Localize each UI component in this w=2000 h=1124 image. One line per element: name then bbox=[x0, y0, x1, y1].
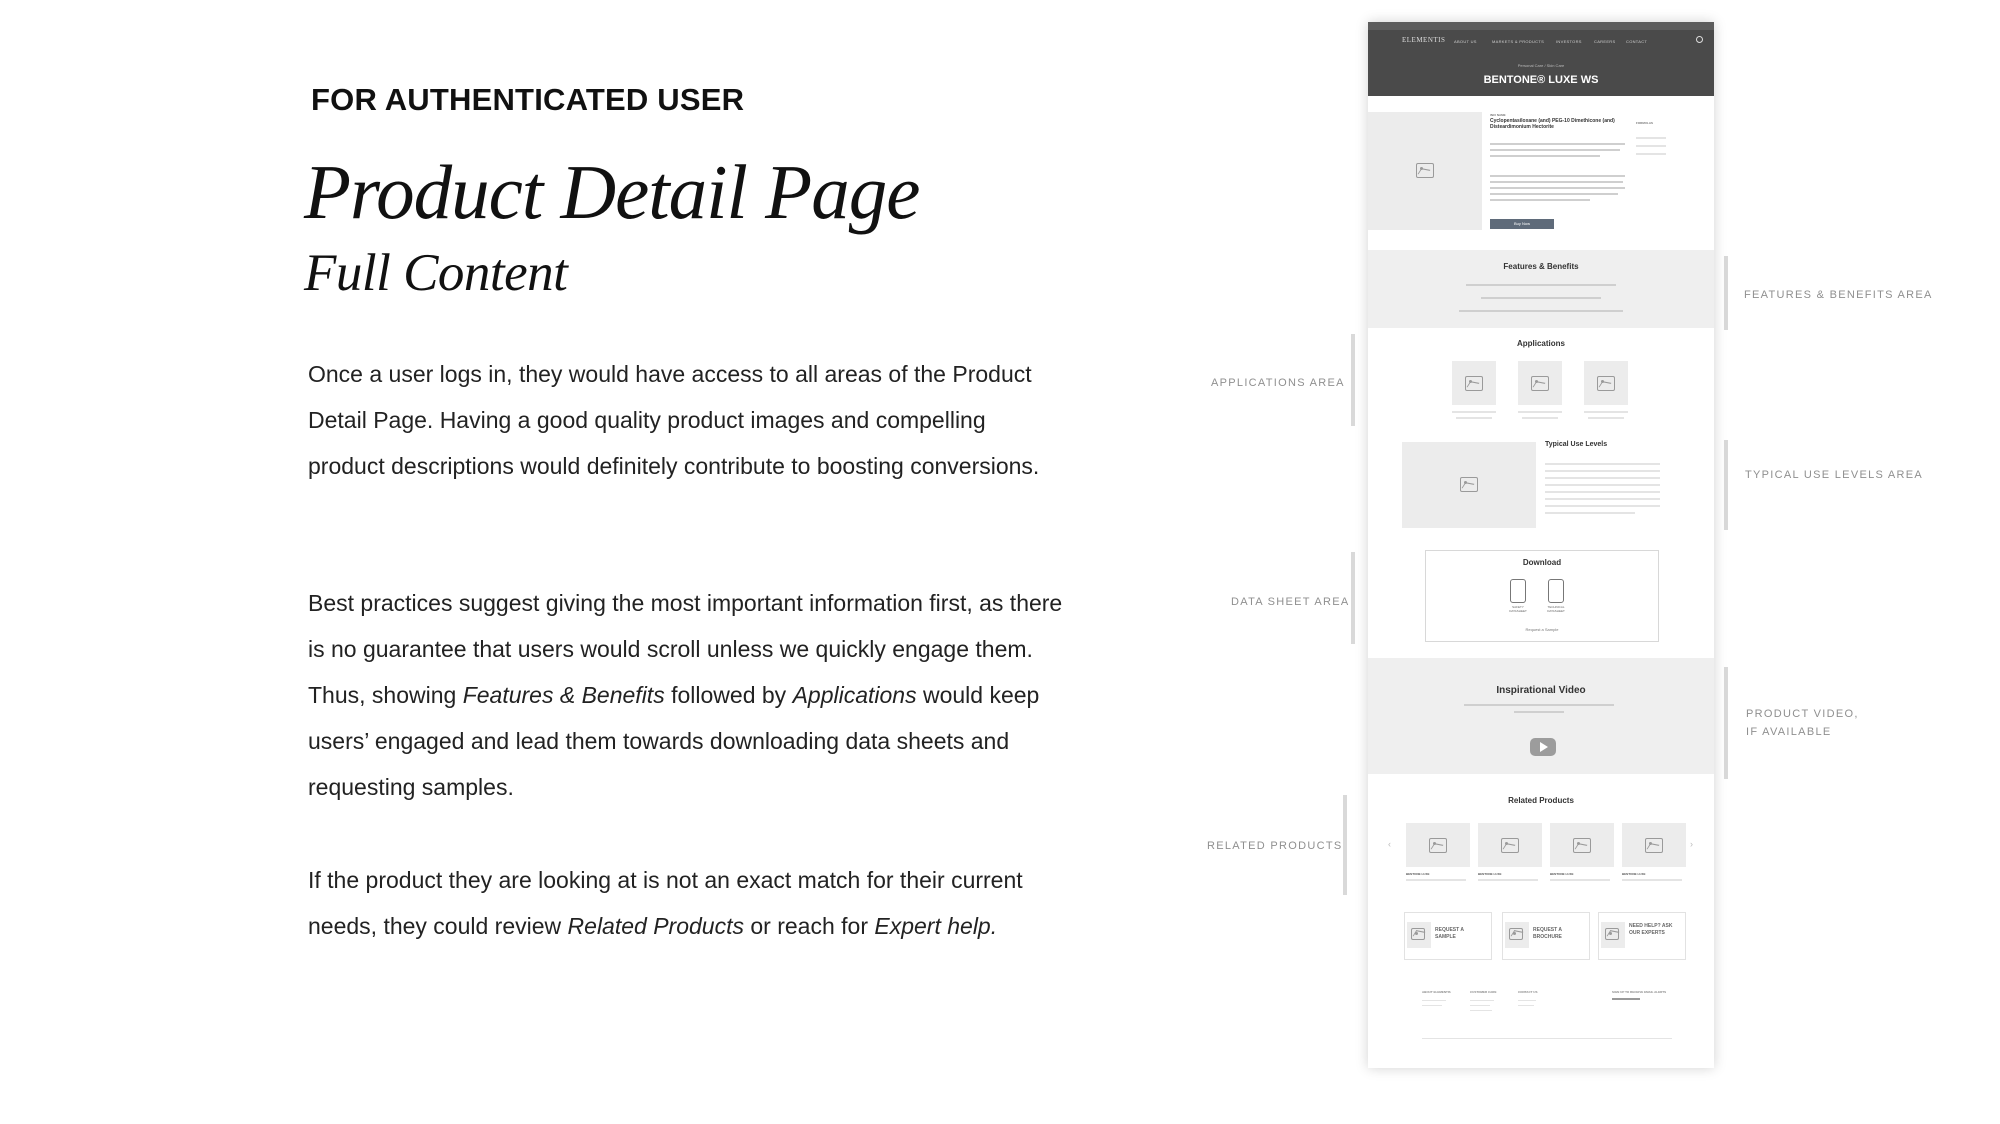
description-line bbox=[1490, 149, 1620, 151]
text-segment: Best practices suggest giving the most important information first, as there is no guarantee that users would scroll unless we quickly engage them. Thus, showing bbox=[308, 590, 1063, 708]
nav-item: INVESTORS bbox=[1556, 39, 1582, 44]
annotation-bracket bbox=[1351, 552, 1355, 644]
text-segment: or reach for bbox=[743, 913, 875, 939]
caption-line bbox=[1518, 411, 1562, 413]
image-icon bbox=[1460, 477, 1478, 492]
footer-link-line[interactable] bbox=[1470, 1010, 1492, 1011]
video-title: Inspirational Video bbox=[1496, 685, 1586, 696]
text-line bbox=[1545, 498, 1660, 500]
brand-logo: ELEMENTIS bbox=[1402, 36, 1446, 44]
image-icon bbox=[1531, 376, 1549, 391]
page-title: Product Detail Page bbox=[304, 149, 920, 235]
related-product-image[interactable] bbox=[1622, 823, 1686, 867]
image-icon bbox=[1597, 376, 1615, 391]
description-line bbox=[1490, 193, 1618, 195]
footer-link-line[interactable] bbox=[1518, 1000, 1536, 1001]
paragraph-related bbox=[308, 857, 1068, 949]
image-icon bbox=[1605, 928, 1619, 940]
text-segment: If the product they are looking at is not an exact match for their current needs, they could review bbox=[308, 867, 1023, 939]
image-icon bbox=[1573, 838, 1591, 853]
wireframe-header bbox=[1368, 22, 1714, 96]
annotation-line: PRODUCT VIDEO, bbox=[1746, 708, 1859, 720]
paragraph-intro: Once a user logs in, they would have access to all areas of the Product Detail Page. Having a good quality product images and compelling product descriptions would definitely contribute to boosting conversions. bbox=[308, 361, 1040, 479]
emphasis-applications: Applications bbox=[792, 682, 917, 708]
emphasis-related-products: Related Products bbox=[567, 913, 744, 939]
formula-line bbox=[1636, 137, 1666, 139]
nav-item: MARKETS & PRODUCTS bbox=[1492, 39, 1545, 44]
carousel-next-icon[interactable]: › bbox=[1690, 839, 1693, 849]
paragraph-best-practices bbox=[308, 580, 1068, 810]
nav-item: ABOUT US bbox=[1454, 39, 1477, 44]
annotation-typical-use: TYPICAL USE LEVELS AREA bbox=[1745, 469, 1924, 481]
annotation-related-products: RELATED PRODUCTS bbox=[1207, 840, 1343, 852]
description-line bbox=[1490, 143, 1625, 145]
features-benefits-section bbox=[1368, 250, 1714, 328]
image-icon bbox=[1411, 928, 1425, 940]
footer-column-title: SIGN UP TO RECEIVE EMAIL ALERTS bbox=[1612, 990, 1667, 994]
annotation-bracket bbox=[1724, 667, 1728, 779]
description-line bbox=[1490, 187, 1625, 189]
caption-line bbox=[1452, 411, 1496, 413]
play-button-icon[interactable] bbox=[1530, 738, 1556, 756]
annotation-bracket bbox=[1724, 440, 1728, 530]
typical-use-image bbox=[1402, 442, 1536, 528]
video-caption-line bbox=[1514, 711, 1564, 713]
text-segment: would keep users’ engaged and lead them towards downloading data sheets and requesting samples. bbox=[308, 682, 1040, 800]
related-caption-line bbox=[1406, 879, 1466, 881]
applications-title: Applications bbox=[1516, 339, 1565, 348]
document-download-icon[interactable] bbox=[1548, 579, 1564, 603]
description-line bbox=[1490, 181, 1623, 183]
footer-link-line[interactable] bbox=[1422, 1000, 1446, 1001]
related-products-title: Related Products bbox=[1508, 796, 1574, 805]
download-box bbox=[1425, 550, 1659, 642]
description-line bbox=[1490, 155, 1600, 157]
caption-line bbox=[1522, 417, 1558, 419]
related-product-image[interactable] bbox=[1550, 823, 1614, 867]
feature-line bbox=[1481, 297, 1601, 299]
footer-link-line[interactable] bbox=[1470, 1005, 1490, 1006]
video-caption-line bbox=[1464, 704, 1614, 706]
footer-link-line[interactable] bbox=[1518, 1005, 1534, 1006]
text-segment: followed by bbox=[664, 682, 793, 708]
tile-image bbox=[1505, 922, 1529, 948]
image-icon bbox=[1645, 838, 1663, 853]
annotation-product-video bbox=[1746, 705, 1859, 741]
annotation-applications: APPLICATIONS AREA bbox=[1211, 377, 1345, 389]
description-line bbox=[1490, 175, 1625, 177]
annotation-features-benefits: FEATURES & BENEFITS AREA bbox=[1744, 289, 1933, 301]
caption-line bbox=[1456, 417, 1492, 419]
text-line bbox=[1545, 505, 1660, 507]
feature-line bbox=[1466, 284, 1616, 286]
footer-link-line[interactable] bbox=[1470, 1000, 1494, 1001]
formulas-label: FORMULAS bbox=[1636, 121, 1653, 125]
related-product-image[interactable] bbox=[1478, 823, 1542, 867]
carousel-prev-icon[interactable]: ‹ bbox=[1388, 839, 1391, 849]
related-product-name: BENTONE LUXE bbox=[1550, 872, 1574, 876]
text-line bbox=[1545, 470, 1660, 472]
footer-column-title: CUSTOMER CARE bbox=[1470, 990, 1497, 994]
emphasis-features-benefits: Features & Benefits bbox=[462, 682, 665, 708]
annotation-bracket bbox=[1343, 795, 1347, 895]
application-image bbox=[1452, 361, 1496, 405]
download-label: SAFETY DATASHEET bbox=[1509, 605, 1527, 613]
text-line bbox=[1545, 463, 1660, 465]
text-line bbox=[1545, 484, 1660, 486]
related-product-name: BENTONE LUXE bbox=[1622, 872, 1646, 876]
footer-column-title: ABOUT ELEMENTIS bbox=[1422, 990, 1451, 994]
annotation-bracket bbox=[1724, 256, 1728, 330]
request-sample-link[interactable]: Request a Sample bbox=[1525, 627, 1559, 632]
typical-use-title: Typical Use Levels bbox=[1545, 441, 1608, 448]
text-line bbox=[1545, 491, 1660, 493]
text-line bbox=[1545, 477, 1660, 479]
social-icons[interactable] bbox=[1612, 998, 1640, 1000]
related-product-image[interactable] bbox=[1406, 823, 1470, 867]
image-icon bbox=[1509, 928, 1523, 940]
feature-line bbox=[1459, 310, 1623, 312]
related-caption-line bbox=[1550, 879, 1610, 881]
eyebrow-heading: FOR AUTHENTICATED USER bbox=[311, 82, 745, 117]
emphasis-expert-help: Expert help. bbox=[874, 913, 998, 939]
text-line bbox=[1545, 512, 1635, 514]
buy-now-button[interactable]: Buy Now bbox=[1490, 219, 1554, 229]
annotation-data-sheet: DATA SHEET AREA bbox=[1231, 596, 1350, 608]
application-image bbox=[1584, 361, 1628, 405]
download-title: Download bbox=[1522, 558, 1562, 567]
caption-line bbox=[1584, 411, 1628, 413]
wireframe-mockup bbox=[1368, 22, 1714, 1068]
image-icon bbox=[1429, 838, 1447, 853]
product-name: BENTONE® LUXE WS bbox=[1483, 74, 1599, 86]
cta-label: NEED HELP? ASK OUR EXPERTS bbox=[1629, 923, 1673, 936]
annotation-bracket bbox=[1351, 334, 1355, 426]
tile-image bbox=[1407, 922, 1431, 948]
tile-image bbox=[1601, 922, 1625, 948]
inci-label: INCI NAME bbox=[1490, 113, 1506, 117]
cta-label: REQUEST A BROCHURE bbox=[1533, 927, 1562, 940]
utility-bar bbox=[1368, 22, 1714, 30]
download-label: TECHNICAL DATASHEET bbox=[1547, 605, 1565, 613]
footer-legal-line bbox=[1422, 1038, 1672, 1039]
related-caption-line bbox=[1622, 879, 1682, 881]
description-line bbox=[1490, 199, 1590, 201]
document-download-icon[interactable] bbox=[1510, 579, 1526, 603]
application-image bbox=[1518, 361, 1562, 405]
image-icon bbox=[1416, 163, 1434, 178]
request-sample-tile[interactable] bbox=[1404, 912, 1492, 960]
nav-item: CAREERS bbox=[1594, 39, 1616, 44]
breadcrumb: Personal Care / Skin Care bbox=[1517, 63, 1565, 68]
ask-experts-tile[interactable] bbox=[1598, 912, 1686, 960]
video-section bbox=[1368, 658, 1714, 774]
image-icon bbox=[1465, 376, 1483, 391]
footer-link-line[interactable] bbox=[1422, 1005, 1442, 1006]
features-benefits-title: Features & Benefits bbox=[1503, 262, 1579, 271]
caption-line bbox=[1588, 417, 1624, 419]
search-icon bbox=[1696, 36, 1703, 43]
nav-item: CONTACT bbox=[1626, 39, 1648, 44]
formula-line bbox=[1636, 145, 1666, 147]
image-icon bbox=[1501, 838, 1519, 853]
footer-column-title: CONTACT US bbox=[1518, 990, 1538, 994]
related-product-name: BENTONE LUXE bbox=[1406, 872, 1430, 876]
inci-name: Cyclopentasiloxane (and) PEG-10 Dimethicone (and) Disteardimonium Hectorite bbox=[1490, 118, 1615, 130]
formula-line bbox=[1636, 153, 1666, 155]
annotation-line: IF AVAILABLE bbox=[1746, 726, 1832, 738]
product-image bbox=[1368, 112, 1482, 230]
cta-label: REQUEST A SAMPLE bbox=[1435, 927, 1464, 940]
request-brochure-tile[interactable] bbox=[1502, 912, 1590, 960]
related-caption-line bbox=[1478, 879, 1538, 881]
related-product-name: BENTONE LUXE bbox=[1478, 872, 1502, 876]
page-subtitle: Full Content bbox=[304, 244, 568, 302]
